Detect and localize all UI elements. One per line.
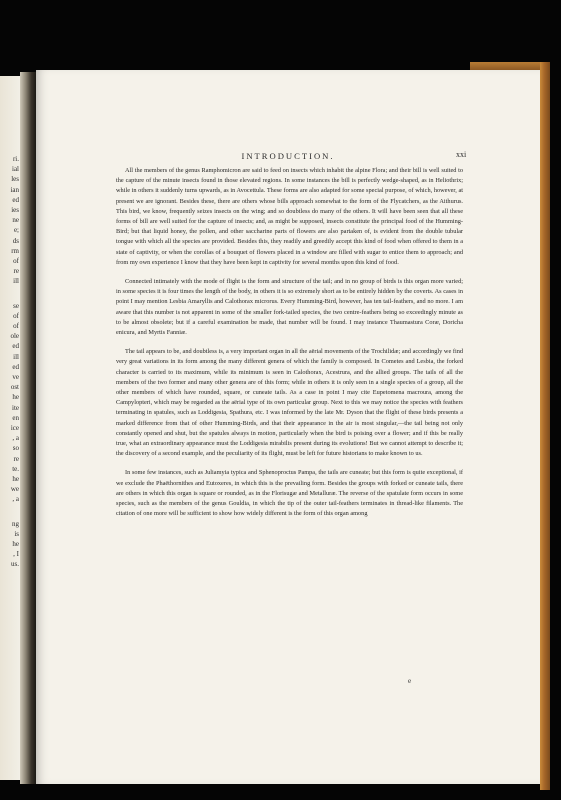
left-page-fragment: he xyxy=(12,393,19,402)
left-page-fragment: se xyxy=(13,301,19,310)
left-page-fragment: so xyxy=(12,444,19,453)
left-page-fragment: ill xyxy=(13,352,19,361)
left-page-fragment: of xyxy=(13,311,19,320)
book-cover-edge-top xyxy=(470,62,550,70)
left-page-fragment: ng xyxy=(12,519,19,528)
left-page-fragment: ian xyxy=(10,185,19,194)
left-page-fragment: ies xyxy=(11,206,19,214)
left-page-fragment: ve xyxy=(12,373,19,381)
left-page-fragment: ed xyxy=(12,195,19,204)
left-page-fragment: he xyxy=(12,475,19,483)
left-page-fragment: ole xyxy=(10,332,19,341)
left-page-fragment: of xyxy=(13,257,19,265)
left-page-fragment: ed xyxy=(12,362,19,371)
left-page-fragment: ice xyxy=(10,424,19,432)
left-page-fragment: te. xyxy=(12,464,19,473)
paragraph: In some few instances, such as Juliamyia typica and Sphenoproctus Pampa, the tails are cuneate; but this form is quite exceptional, if we exclude the Phaëthornithes and Eutoxeres, in which this is the prevailing form. Besides the groups with forked or cuneate tails, there are others in which this organ is square or rounded, as in the Florisugæ and Metalluræ. The reverse of the spatulate form occurs in some species, such as the members of the genus Gouldia, in which the tip of the outer tail-feathers terminates in thread-like filaments. The citation of one more will be sufficient to show how widely different is the form of this organ among xyxy=(116,469,463,518)
signature-mark: e xyxy=(408,677,412,685)
running-header: INTRODUCTION. xyxy=(241,151,335,161)
left-page-fragment: ri. xyxy=(12,155,19,163)
left-page-fragment: re xyxy=(13,267,19,276)
paragraph: All the members of the genus Ramphomicron are said to feed on insects which inhabit the alpine Flora; and their bill is well suited to the capture of the minute insects found in those elevated regions. In some instances the bill is perfectly wedge-shaped, as in Heliothrix; while in others it suddenly turns upwards, as in Avocettula. These forms are also adapted for some special purpose, of which, however, at present we are ignorant. Besides these, there are others whose bills approach somewhat to the form of the Flycatchers, as the Aithurus. This bird, we know, frequently seizes insects on the wing; and so doubtless do many of the others. It will have been seen that all these forms of bill are well suited for the capture of insects; and, as might be supposed, insects constitute the principal food of the Humming-Bird; but that liquid honey, the pollen, and other saccharine parts of flowers are also partaken of, is evident from the double tubular tongue with which all the species are provided. Besides this, they readily and greedily accept this kind of food when offered to them in a state of captivity, or when the corollas of a bouquet of flowers placed in a window are filled with sugar to entice them to approach; and from my own experience I know that they have been kept in captivity for several months upon this kind of food. xyxy=(116,167,463,266)
book-gutter xyxy=(20,72,36,784)
left-page-fragment: we xyxy=(10,485,19,494)
left-page-fragment: en xyxy=(12,413,19,422)
left-page-fragment: , a xyxy=(12,434,19,443)
body-text xyxy=(116,166,463,529)
left-page-fragment: of xyxy=(13,322,19,330)
left-page-fragment: is xyxy=(14,529,19,538)
left-page-fragment: re xyxy=(13,454,19,463)
left-page-fragment: , I xyxy=(13,550,19,559)
left-page-fragment: les xyxy=(11,175,19,184)
left-page-fragment: ne xyxy=(12,216,19,225)
book-page xyxy=(36,70,540,784)
previous-page-edge xyxy=(0,76,20,780)
left-page-fragment: he xyxy=(12,540,19,548)
left-page-fragment: e; xyxy=(13,226,19,235)
left-page-fragment: , a xyxy=(12,495,19,504)
paragraph: The tail appears to be, and doubtless is, a very important organ in all the aërial movements of the Trochilidæ; and accordingly we find very great variations in its form among the many different genera of which the family is composed. In Cometes and Lesbia, the forked character is carried to its maximum, while its minimum is seen in Calothorax, Acestrura, and the allied groups. The tails of all the members of the two former and many other genera are of this form; while in others it is only seen in a single species of a group, all the other members of which have rounded, square, or cuneate tails. As a case in point I may cite Eupetomena macroura, among the Campylopteri, which may be regarded as the aërial type of its own particular group. Next to this we may notice the species with feathers terminating in spatules, such as Loddigesia, Spathura, etc. I was informed by the late Mr. Dyson that the flight of these birds presents a marked difference from that of other Humming-Birds, and that their appearance in the air is most singular,—the tail being not only constantly opened and shut, but the spatules always in motion, particularly when the bird is poising over a flower; and if this be really true, what an extraordinary appearance must the Loddigesia mirabilis present during its evolutions! But we cannot attempt to describe it; the discovery of a second example, and the peculiarity of its flight, must be left for future historians to make known to us. xyxy=(116,348,463,458)
left-page-fragment: ill xyxy=(13,277,19,286)
paragraph: Connected intimately with the mode of flight is the form and structure of the tail; and in no group of birds is this organ more varied; in some species it is four times the length of the body, in others it is so extremely short as to be entirely hidden by the coverts. As cases in point I may mention Lesbia Amaryllis and Calothorax microrus. Every Humming-Bird, however, has ten tail-feathers, and no more. I am aware that this number is not apparent in some of the smaller fork-tailed species, the two centre-feathers being so exceedingly minute as to be almost obsolete; but if a careful examination be made, that number will be found. I may instance Thaumastura Coræ, Doricha enicura, and Myrtis Fanniæ. xyxy=(116,278,463,337)
page-number: xxi xyxy=(456,150,467,159)
left-page-fragment: ed xyxy=(12,342,19,351)
left-page-fragment: rm xyxy=(11,246,19,255)
left-page-fragment: ds xyxy=(12,236,19,245)
left-page-fragment: us. xyxy=(11,560,19,569)
left-page-fragment: ite xyxy=(12,403,19,412)
book-cover-edge xyxy=(540,62,550,790)
left-page-fragment: ost xyxy=(10,383,19,392)
left-page-fragment: ial xyxy=(12,165,19,174)
